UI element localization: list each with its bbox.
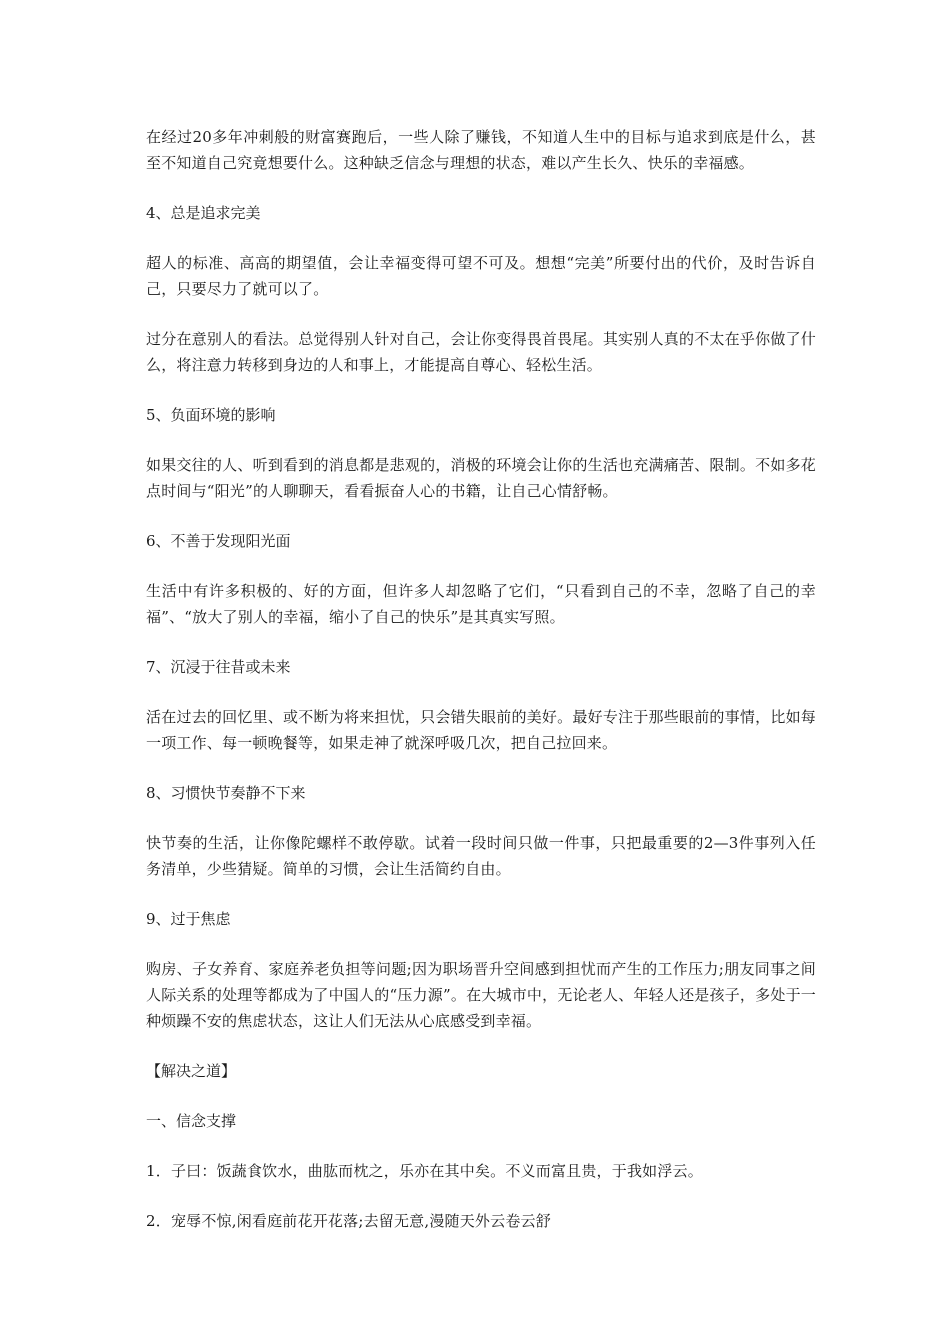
- section-heading-9: 9、过于焦虑: [146, 910, 231, 928]
- paragraph-sunny-side: 生活中有许多积极的、好的方面，但许多人却忽略了它们，“只看到自己的不幸，忽略了自己的幸福”、“放大了别人的幸福，缩小了自己的快乐”是其真实写照。: [146, 582, 816, 626]
- section-heading-7: 7、沉浸于往昔或未来: [146, 658, 291, 676]
- subsection-heading-belief: 一、信念支撑: [146, 1112, 237, 1130]
- section-heading-8: 8、习惯快节奏静不下来: [146, 784, 306, 802]
- document-page: [146, 124, 816, 1258]
- paragraph-perfection: 超人的标准、高高的期望值，会让幸福变得可望不可及。想想“完美”所要付出的代价，及时告诉自己，只要尽力了就可以了。: [146, 254, 816, 298]
- section-heading-6: 6、不善于发现阳光面: [146, 532, 291, 550]
- paragraph-others-opinion: 过分在意别人的看法。总觉得别人针对自己，会让你变得畏首畏尾。其实别人真的不太在乎你做了什么，将注意力转移到身边的人和事上，才能提高自尊心、轻松生活。: [146, 330, 816, 374]
- paragraph-negative-environment: 如果交往的人、听到看到的消息都是悲观的，消极的环境会让你的生活也充满痛苦、限制。不如多花点时间与“阳光”的人聊聊天，看看振奋人心的书籍，让自己心情舒畅。: [146, 456, 816, 500]
- quote-item-2: 2．宠辱不惊,闲看庭前花开花落;去留无意,漫随天外云卷云舒: [146, 1212, 551, 1230]
- paragraph-intro: 在经过20多年冲刺般的财富赛跑后，一些人除了赚钱，不知道人生中的目标与追求到底是什么，甚至不知道自己究竟想要什么。这种缺乏信念与理想的状态，难以产生长久、快乐的幸福感。: [146, 128, 816, 172]
- quote-item-1: 1．子曰：饭蔬食饮水，曲肱而枕之，乐亦在其中矣。不义而富且贵，于我如浮云。: [146, 1162, 703, 1180]
- section-heading-5: 5、负面环境的影响: [146, 406, 276, 424]
- solutions-heading: 【解决之道】: [146, 1062, 237, 1080]
- paragraph-anxiety: 购房、子女养育、家庭养老负担等问题;因为职场晋升空间感到担忧而产生的工作压力;朋友同事之间人际关系的处理等都成为了中国人的“压力源”。在大城市中，无论老人、年轻人还是孩子，多处于一种烦躁不安的焦虑状态，这让人们无法从心底感受到幸福。: [146, 960, 816, 1030]
- paragraph-fast-pace: 快节奏的生活，让你像陀螺样不敢停歇。试着一段时间只做一件事，只把最重要的2—3件事列入任务清单，少些猜疑。简单的习惯，会让生活简约自由。: [146, 834, 816, 878]
- paragraph-past-future: 活在过去的回忆里、或不断为将来担忧，只会错失眼前的美好。最好专注于那些眼前的事情，比如每一项工作、每一顿晚餐等，如果走神了就深呼吸几次，把自己拉回来。: [146, 708, 816, 752]
- section-heading-4: 4、总是追求完美: [146, 204, 261, 222]
